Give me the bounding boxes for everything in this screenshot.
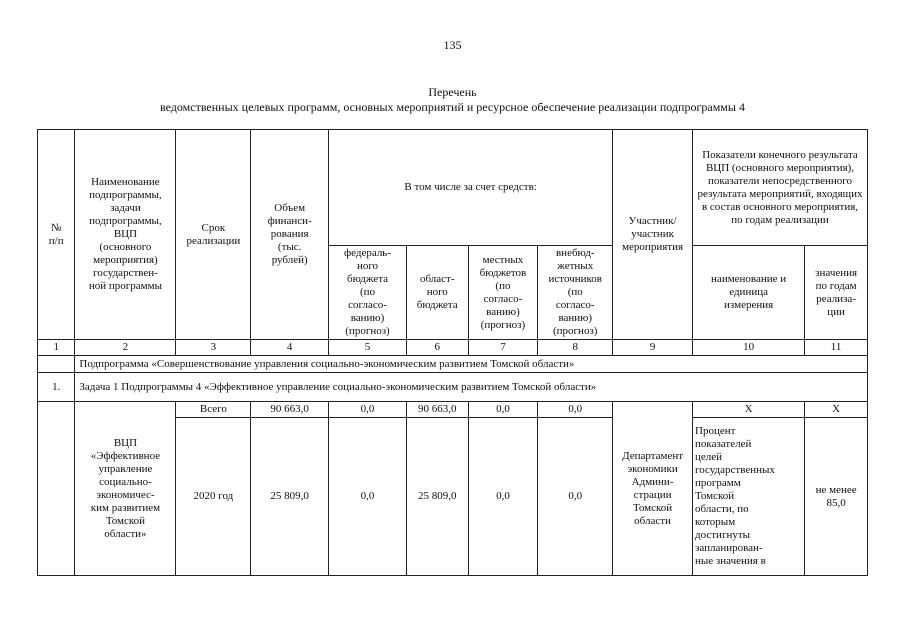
document-title: Перечень	[428, 85, 477, 99]
vcp-federal: 0,0	[329, 418, 407, 576]
header-row-1	[38, 130, 868, 246]
vcp-total-row	[38, 402, 868, 418]
column-number: 3	[176, 340, 251, 356]
vcp-indicator-name: Процент показателей целей государственных программ Томской области, по которым достигнуты запланирован- ные значения в	[693, 418, 805, 576]
vcp-regional: 90 663,0	[406, 402, 468, 418]
column-number: 6	[406, 340, 468, 356]
column-number: 8	[538, 340, 613, 356]
vcp-term: Всего	[176, 402, 251, 418]
header-term: Срок реализации	[176, 130, 251, 340]
column-number: 1	[38, 340, 75, 356]
header-regional: област- ного бюджета	[406, 246, 468, 340]
column-number: 5	[329, 340, 407, 356]
vcp-local: 0,0	[468, 402, 538, 418]
vcp-name: ВЦП «Эффективное управление социально- экономичес- ким развитием Томской области»	[75, 402, 176, 576]
task-number: 1.	[38, 373, 75, 402]
column-number: 9	[613, 340, 693, 356]
vcp-indicator-name: Х	[693, 402, 805, 418]
vcp-participant: Департамент экономики Админи- страции Томской области	[613, 402, 693, 576]
vcp-indicator-value: не менее 85,0	[805, 418, 868, 576]
vcp-term: 2020 год	[176, 418, 251, 576]
program-table	[37, 129, 868, 576]
header-participant: Участник/ участник мероприятия	[613, 130, 693, 340]
header-local: местных бюджетов (по согласо- ванию) (прогноз)	[468, 246, 538, 340]
subprogram-title: Подпрограмма «Совершенствование управления социально-экономическим развитием Томской области»	[75, 356, 868, 373]
header-offbudget: внебюд- жетных источников (по согласо- ванию) (прогноз)	[538, 246, 613, 340]
header-name: Наименование подпрограммы, задачи подпрограммы, ВЦП (основного мероприятия) государствен- ной программы	[75, 130, 176, 340]
task-title: Задача 1 Подпрограммы 4 «Эффективное управление социально-экономическим развитием Томской области»	[75, 373, 868, 402]
header-federal: федераль- ного бюджета (по согласо- ванию) (прогноз)	[329, 246, 407, 340]
vcp-indicator-value: Х	[805, 402, 868, 418]
column-number: 11	[805, 340, 868, 356]
column-number-row	[38, 340, 868, 356]
vcp-offbudget: 0,0	[538, 402, 613, 418]
page-number: 135	[443, 38, 462, 52]
subprogram-row	[38, 356, 868, 373]
header-indicator-name: наименование и единица измерения	[693, 246, 805, 340]
header-indicator-values: значения по годам реализа- ции	[805, 246, 868, 340]
vcp-offbudget: 0,0	[538, 418, 613, 576]
header-num: № п/п	[38, 130, 75, 340]
column-number: 10	[693, 340, 805, 356]
vcp-volume: 90 663,0	[251, 402, 329, 418]
header-volume: Объем финанси- рования (тыс. рублей)	[251, 130, 329, 340]
vcp-federal: 0,0	[329, 402, 407, 418]
vcp-volume: 25 809,0	[251, 418, 329, 576]
document-subtitle: ведомственных целевых программ, основных мероприятий и ресурсное обеспечение реализации подпрограммы 4	[160, 100, 745, 114]
column-number: 4	[251, 340, 329, 356]
vcp-regional: 25 809,0	[406, 418, 468, 576]
header-indicators-group: Показатели конечного результата ВЦП (основного мероприятия), показатели непосредственного результата мероприятий, входящих в состав основного мероприятия, по годам реализации	[693, 130, 868, 246]
header-sources-group: В том числе за счет средств:	[329, 130, 613, 246]
column-number: 7	[468, 340, 538, 356]
task-row	[38, 373, 868, 402]
column-number: 2	[75, 340, 176, 356]
vcp-local: 0,0	[468, 418, 538, 576]
